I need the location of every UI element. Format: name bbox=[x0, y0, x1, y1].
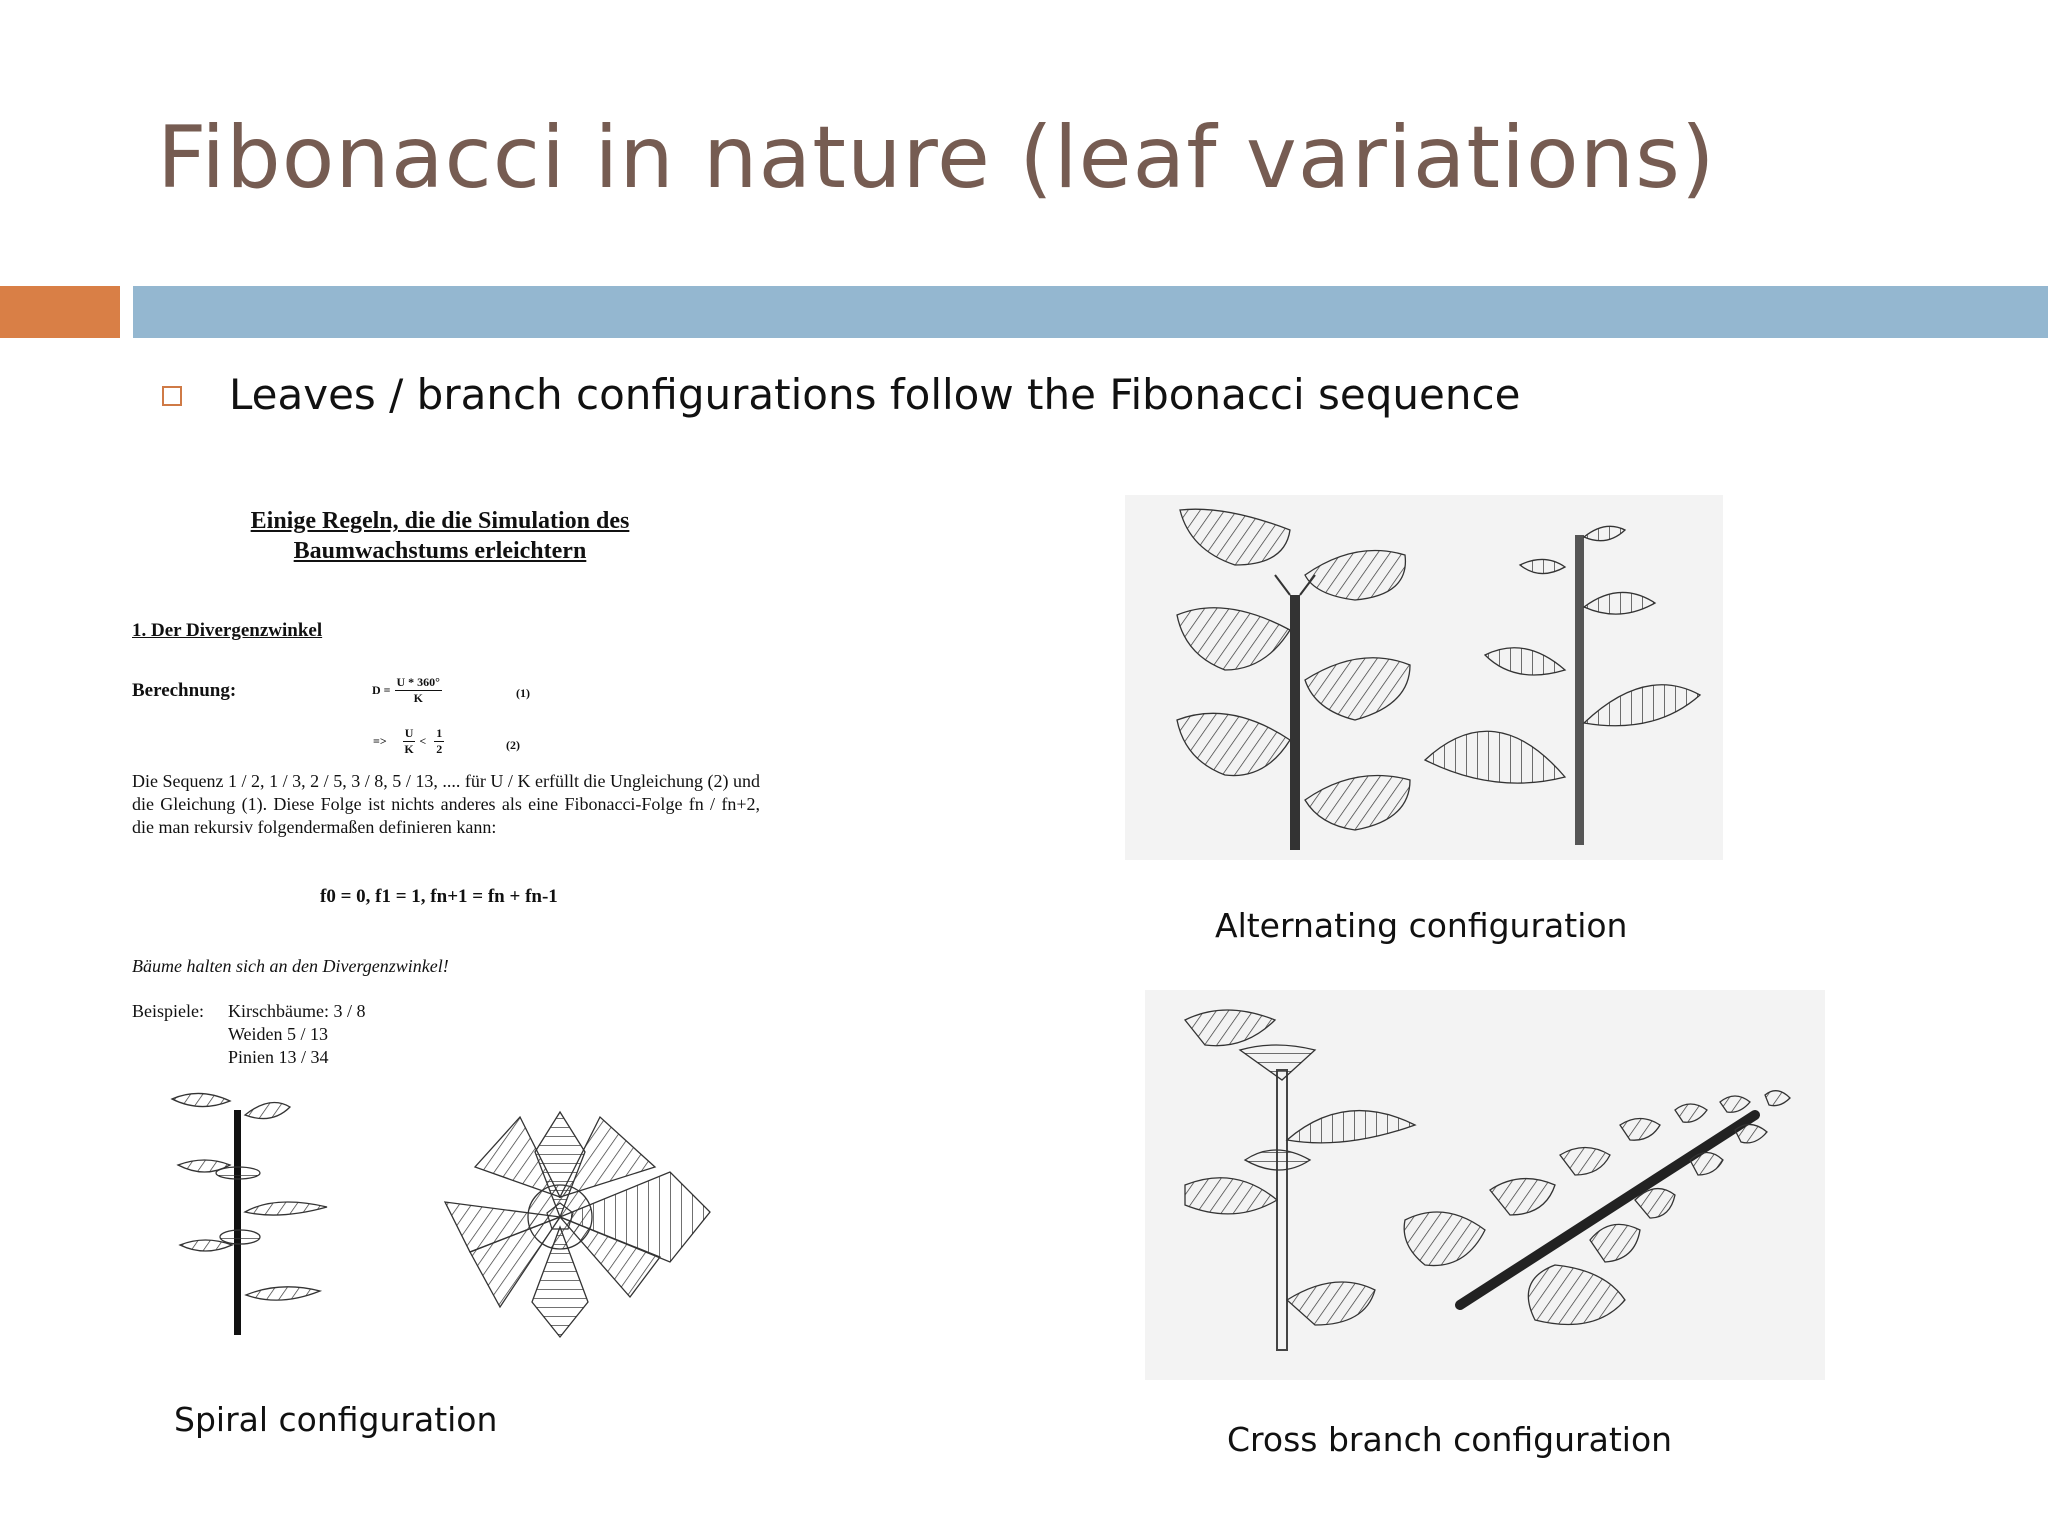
formula-right-numerator: 1 bbox=[436, 726, 443, 740]
accent-bar-blue bbox=[133, 286, 2048, 338]
bullet-text: Leaves / branch configurations follow the Fibonacci sequence bbox=[229, 370, 1521, 419]
caption-spiral: Spiral configuration bbox=[174, 1400, 498, 1439]
formula-left-numerator: U bbox=[404, 726, 414, 740]
formula-inequality bbox=[373, 726, 444, 757]
formula-left-denominator: K bbox=[404, 742, 414, 756]
example-item: Kirschbäume: 3 / 8 bbox=[228, 1001, 366, 1021]
formula-arrow: => bbox=[373, 734, 387, 748]
caption-cross-branch: Cross branch configuration bbox=[1227, 1420, 1673, 1459]
formula-divergence-angle bbox=[372, 675, 442, 706]
caption-alternating: Alternating configuration bbox=[1215, 906, 1628, 945]
bullet-square-icon bbox=[162, 386, 182, 406]
document-title bbox=[120, 506, 760, 566]
formula-operator: < bbox=[419, 734, 427, 748]
formula-right-denominator: 2 bbox=[436, 742, 443, 756]
document-title-line-2: Baumwachstums erleichtern bbox=[293, 538, 587, 564]
calculation-label: Berechnung: bbox=[132, 680, 237, 701]
formula-denominator: K bbox=[413, 691, 423, 705]
formula-right-fraction bbox=[434, 726, 444, 757]
examples-label: Beispiele: bbox=[132, 1001, 204, 1021]
rosette-diagram bbox=[445, 1112, 710, 1337]
slide-title: Fibonacci in nature (leaf variations) bbox=[157, 108, 1716, 208]
examples-list bbox=[228, 1000, 365, 1069]
document-paragraph: Die Sequenz 1 / 2, 1 / 3, 2 / 5, 3 / 8, 5 / 13, .... für U / K erfüllt die Ungleichung (2) und die Gleichung (1). Diese Folge ist nichts anderes als eine Fibonacci-Folge fn / fn+2, die man rekursiv folgendermaßen definieren kann: bbox=[132, 771, 760, 837]
formula-lhs: D = bbox=[372, 683, 391, 697]
italic-note: Bäume halten sich an den Divergenzwinkel! bbox=[132, 956, 449, 976]
example-item: Pinien 13 / 34 bbox=[228, 1047, 329, 1067]
document-title-line-1: Einige Regeln, die die Simulation des bbox=[250, 508, 630, 534]
document-heading: 1. Der Divergenzwinkel bbox=[132, 620, 323, 641]
spiral-configuration-diagram bbox=[160, 1085, 720, 1345]
accent-bar-orange bbox=[0, 286, 120, 338]
formula-numerator: U * 360° bbox=[396, 675, 440, 689]
equation-number-1: (1) bbox=[516, 686, 530, 700]
equation-number-2: (2) bbox=[506, 738, 520, 752]
example-item: Weiden 5 / 13 bbox=[228, 1024, 329, 1044]
recursion-formula: f0 = 0, f1 = 1, fn+1 = fn + fn-1 bbox=[320, 886, 558, 907]
alternating-configuration-diagram bbox=[1125, 495, 1723, 860]
cross-branch-configuration-diagram bbox=[1145, 990, 1825, 1380]
formula-left-fraction bbox=[403, 726, 416, 757]
formula-fraction bbox=[395, 675, 442, 706]
